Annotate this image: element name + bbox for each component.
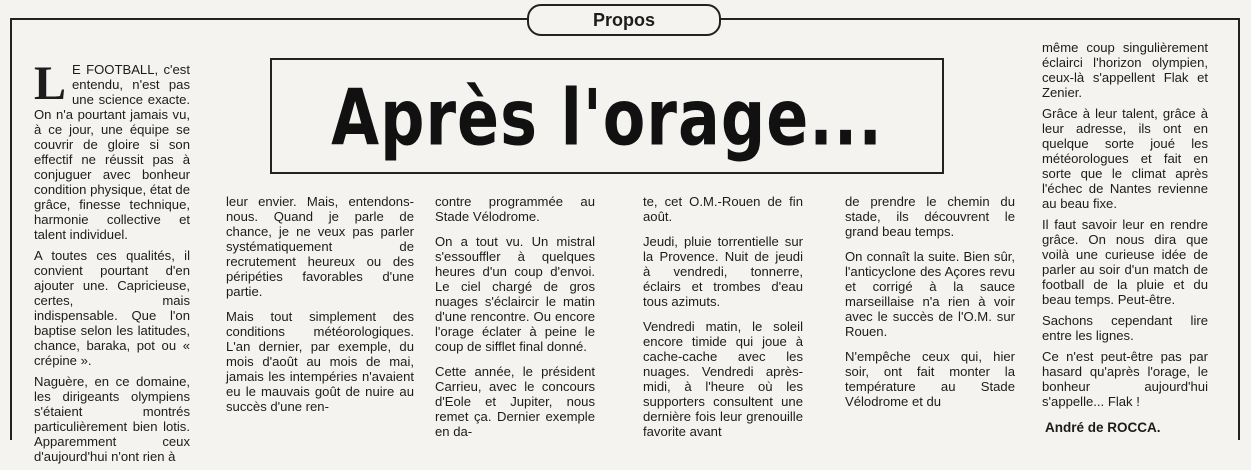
column-6-paragraph-4: Sachons cependant lire entre les lignes.	[1042, 313, 1208, 343]
column-6-paragraph-3: Il faut savoir leur en rendre grâce. On nous dira que voilà une curieuse idée de parler au soir d'un match de football de la pluie et du beau temps. Peut-être.	[1042, 217, 1208, 307]
author-signature: André de ROCCA.	[1045, 420, 1161, 435]
column-5-paragraph-1: de prendre le chemin du stade, ils découvrent le grand beau temps.	[845, 194, 1015, 239]
headline: Après l'orage...	[331, 72, 883, 164]
column-3-paragraph-1: contre programmée au Stade Vélodrome.	[435, 194, 595, 224]
column-4-paragraph-3: Vendredi matin, le soleil encore timide qui joue à cache-cache avec les nuages. Vendredi après-midi, à l'heure où les supporters consultent une dernière fois leur grenouille favorite avant	[643, 319, 803, 439]
rubric-label: Propos	[527, 4, 721, 36]
column-4-paragraph-2: Jeudi, pluie torrentielle sur la Provence. Nuit de jeudi à vendredi, tonnerre, éclairs et trombes d'eau tous azimuts.	[643, 234, 803, 309]
column-5-paragraph-3: N'empêche ceux qui, hier soir, ont fait monter la température au Stade Vélodrome et du	[845, 349, 1015, 409]
column-3-paragraph-3: Cette année, le président Carrieu, avec le concours d'Eole et Jupiter, nous remet ça. Dernier exemple en da-	[435, 364, 595, 439]
headline-box	[270, 58, 944, 174]
column-2	[226, 194, 414, 420]
column-1-paragraph-1	[34, 57, 190, 242]
column-6-paragraph-2: Grâce à leur talent, grâce à leur adresse, ils ont en quelque sorte joué les météorologues et fait en sorte que le climat après l'échec de Nantes revienne au beau fixe.	[1042, 106, 1208, 211]
column-5	[845, 194, 1015, 415]
column-1-paragraph-3: Naguère, en ce domaine, les dirigeants olympiens s'étaient montrés particulièrement bien lotis. Apparemment ceux d'aujourd'hui n'ont rien à	[34, 374, 190, 464]
column-3	[435, 194, 595, 445]
column-6	[1042, 40, 1208, 415]
column-3-paragraph-2: On a tout vu. Un mistral s'essouffler à quelques heures d'un coup d'envoi. Le ciel chargé de gros nuages s'éclaircir le matin d'une rencontre. Ou encore l'orage éclater à peine le coup de sifflet final donné.	[435, 234, 595, 354]
column-1	[34, 57, 190, 470]
column-2-paragraph-2: Mais tout simplement des conditions météorologiques. L'an dernier, par exemple, du mois d'août au mois de mai, jamais les intempéries n'avaient eu le mauvais goût de nuire au succès d'une ren-	[226, 309, 414, 414]
column-2-paragraph-1: leur envier. Mais, entendons-nous. Quand je parle de chance, je ne veux pas parler systématiquement de recrutement heureux ou des péripéties favorables d'une partie.	[226, 194, 414, 299]
column-4-paragraph-1: te, cet O.M.-Rouen de fin août.	[643, 194, 803, 224]
drop-cap: L	[34, 57, 67, 110]
column-6-paragraph-1: même coup singulièrement éclairci l'horizon olympien, ceux-là s'appellent Flak et Zenier.	[1042, 40, 1208, 100]
column-4	[643, 194, 803, 445]
column-5-paragraph-2: On connaît la suite. Bien sûr, l'anticyclone des Açores revu et corrigé à la sauce marseillaise n'a rien à voir avec le succès de l'O.M. sur Rouen.	[845, 249, 1015, 339]
column-1-paragraph-2: A toutes ces qualités, il convient pourtant d'en ajouter une. Capricieuse, certes, mais indispensable. Que l'on baptise selon les latitudes, chance, baraka, pot ou « crépine ».	[34, 248, 190, 368]
column-1-paragraph-1-text: E FOOTBALL, c'est entendu, n'est pas une science exacte. On n'a pourtant jamais vu, à ce jour, une équipe se couvrir de gloire si son effectif ne réussit pas à conjuguer avec bonheur condition physique, état de grâce, finesse technique, harmonie collective et talent individuel.	[34, 62, 190, 242]
column-6-paragraph-5: Ce n'est peut-être pas par hasard qu'après l'orage, le bonheur aujourd'hui s'appelle... Flak !	[1042, 349, 1208, 409]
